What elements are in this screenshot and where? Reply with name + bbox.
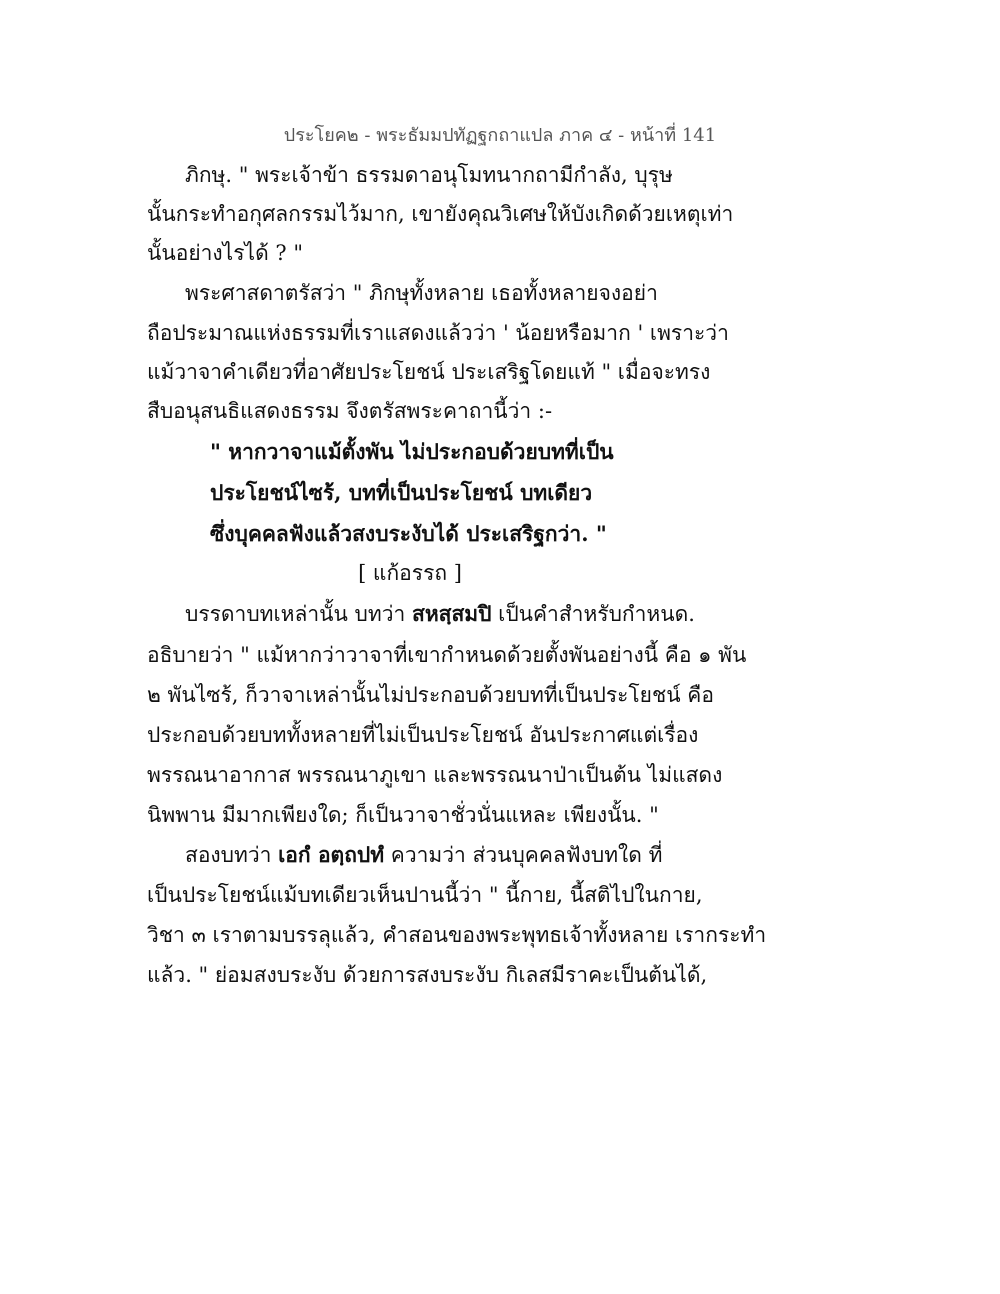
pali-term-ekam-atthapadam: เอกํ อตฺถปทํ [278,842,385,867]
paragraph-3-line-2: อธิบายว่า " แม้หากว่าวาจาที่เขากำหนดด้วยตั้งพันอย่างนี้ คือ ๑ พัน [147,643,747,667]
paragraph-2-line-1: พระศาสดาตรัสว่า " ภิกษุทั้งหลาย เธอทั้งหลายจงอย่า [185,281,658,305]
verse-line-2: ประโยชน์ไซร้, บทที่เป็นประโยชน์ บทเดียว [210,480,593,505]
verse-line-1: " หากวาจาแม้ตั้งพัน ไม่ประกอบด้วยบทที่เป็น [210,439,614,464]
paragraph-1-line-3: นั้นอย่างไรได้ ? " [147,241,303,265]
paragraph-3-line-3: ๒ พันไซร้, ก็วาจาเหล่านั้นไม่ประกอบด้วยบทที่เป็นประโยชน์ คือ [147,683,714,707]
section-title: [ แก้อรรถ ] [358,561,462,585]
paragraph-4-line-3: วิชา ๓ เราตามบรรลุแล้ว, คำสอนของพระพุทธเจ้าทั้งหลาย เรากระทำ [147,923,767,947]
paragraph-4-prefix: สองบทว่า [185,843,279,867]
paragraph-3-line-4: ประกอบด้วยบททั้งหลายที่ไม่เป็นประโยชน์ อันประกาศแต่เรื่อง [147,723,699,747]
verse-line-3: ซึ่งบุคคลฟังแล้วสงบระงับได้ ประเสริฐกว่า. " [210,521,607,546]
paragraph-2-line-3: แม้วาจาคำเดียวที่อาศัยประโยชน์ ประเสริฐโดยแท้ " เมื่อจะทรง [147,360,711,384]
paragraph-2-line-2: ถือประมาณแห่งธรรมที่เราแสดงแล้วว่า ' น้อยหรือมาก ' เพราะว่า [147,321,729,345]
paragraph-3-prefix: บรรดาบทเหล่านั้น บทว่า [185,602,412,626]
page-header: ประโยค๒ - พระธัมมปทัฏฐกถาแปล ภาค ๔ - หน้าที่ 141 [283,125,717,146]
paragraph-4-suffix: ความว่า ส่วนบุคคลฟังบทใด ที่ [384,843,663,867]
paragraph-1-line-2: นั้นกระทำอกุศลกรรมไว้มาก, เขายังคุณวิเศษให้บังเกิดด้วยเหตุเท่า [147,202,734,226]
paragraph-3-suffix: เป็นคำสำหรับกำหนด. [491,602,695,626]
pali-term-sahassamapi: สหสฺสมปิ [412,601,492,626]
paragraph-3-line-1 [185,599,695,629]
paragraph-4-line-2: เป็นประโยชน์แม้บทเดียวเห็นปานนี้ว่า " นี้กาย, นี้สติไปในกาย, [147,883,703,907]
paragraph-4-line-4: แล้ว. " ย่อมสงบระงับ ด้วยการสงบระงับ กิเลสมีราคะเป็นต้นได้, [147,963,708,987]
paragraph-2-line-4: สืบอนุสนธิแสดงธรรม จึงตรัสพระคาถานี้ว่า :- [147,399,553,423]
paragraph-3-line-6: นิพพาน มีมากเพียงใด; ก็เป็นวาจาชั่วนั่นแหละ เพียงนั้น. " [147,803,659,827]
paragraph-1-line-1: ภิกษุ. " พระเจ้าข้า ธรรมดาอนุโมทนากถามีกำลัง, บุรุษ [185,163,673,187]
paragraph-4-line-1 [185,840,662,870]
paragraph-3-line-5: พรรณนาอากาส พรรณนาภูเขา และพรรณนาป่าเป็นต้น ไม่แสดง [147,763,723,787]
